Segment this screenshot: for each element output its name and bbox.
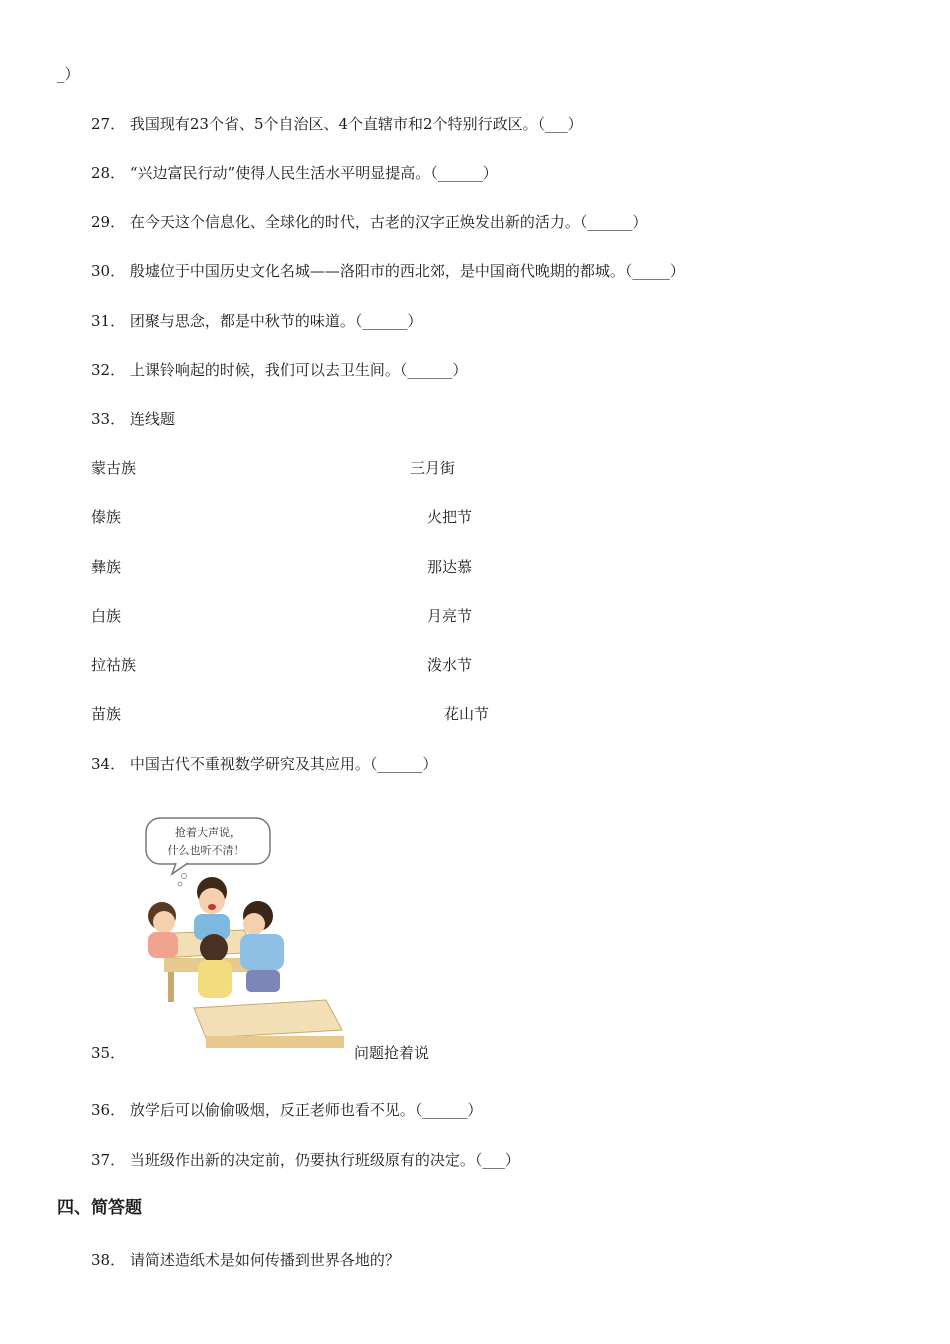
- question-31: [91, 311, 422, 331]
- match-left-item: 拉祜族: [91, 656, 137, 674]
- question-number: 37．: [91, 1151, 126, 1169]
- girl-face: [153, 911, 175, 933]
- match-right-item: 火把节: [427, 508, 473, 526]
- boy-mouth: [208, 904, 216, 910]
- question-number: 28．: [91, 164, 126, 182]
- match-left-item: 傣族: [91, 508, 122, 526]
- question-number: 27．: [91, 115, 126, 133]
- girl-front-shirt: [198, 960, 232, 998]
- question-38: [91, 1250, 400, 1270]
- desk-front: [194, 1000, 342, 1038]
- thought-dot: [178, 882, 182, 886]
- question-number: 33．: [91, 410, 126, 428]
- question-text: 放学后可以偷偷吸烟，反正老师也看不见。（______）: [129, 1101, 483, 1119]
- desk-front-edge: [206, 1036, 344, 1048]
- question-number: 35．: [91, 1044, 126, 1062]
- question-text: “兴边富民行动”使得人民生活水平明显提高。（______）: [129, 164, 498, 182]
- classroom-illustration: [136, 812, 348, 1050]
- illustration-caption: 问题抢着说: [354, 1044, 430, 1062]
- boy-right-face: [243, 913, 265, 935]
- match-right-item: 那达慕: [427, 558, 473, 576]
- question-text: 团聚与思念，都是中秋节的味道。（______）: [129, 312, 423, 330]
- question-37: [91, 1150, 520, 1170]
- match-right-item: 三月街: [410, 459, 456, 477]
- speech-bubble: [146, 818, 270, 864]
- question-text: 当班级作出新的决定前，仍要执行班级原有的决定。（___）: [129, 1151, 520, 1169]
- previous-question-fragment: _）: [57, 65, 80, 83]
- match-right-item: 泼水节: [427, 656, 473, 674]
- match-left-item: 蒙古族: [91, 459, 137, 477]
- question-text: 上课铃响起的时候，我们可以去卫生间。（______）: [129, 361, 468, 379]
- question-29: [91, 212, 647, 232]
- question-number: 31．: [91, 312, 126, 330]
- question-text: 请简述造纸术是如何传播到世界各地的？: [129, 1251, 400, 1269]
- question-text: 在今天这个信息化、全球化的时代，古老的汉字正焕发出新的活力。（______）: [129, 213, 648, 231]
- question-text: 连线题: [129, 410, 175, 428]
- bubble-text-line2: 什么也听不清！: [167, 844, 245, 857]
- girl-front-hair: [200, 934, 228, 962]
- question-28: [91, 163, 498, 183]
- boy-right-pants: [246, 970, 280, 992]
- match-right-item: 月亮节: [427, 607, 473, 625]
- match-left-item: 彝族: [91, 558, 122, 576]
- question-text: 我国现有23个省、5个自治区、4个直辖市和2个特别行政区。（___）: [129, 115, 583, 133]
- desk-leg: [168, 972, 174, 1002]
- girl-shirt: [148, 932, 178, 958]
- match-left-item: 苗族: [91, 705, 122, 723]
- question-number: 38．: [91, 1251, 126, 1269]
- match-right-item: 花山节: [444, 705, 490, 723]
- question-text: 中国古代不重视数学研究及其应用。（______）: [129, 755, 438, 773]
- question-34: [91, 754, 437, 774]
- thought-dot: [182, 874, 187, 879]
- question-number: 34．: [91, 755, 126, 773]
- boy-face: [199, 888, 225, 914]
- question-number: 36．: [91, 1101, 126, 1119]
- question-text: 殷墟位于中国历史文化名城——洛阳市的西北郊，是中国商代晚期的都城。（_____）: [129, 262, 685, 280]
- bubble-text-line1: 抢着大声说，: [175, 826, 241, 839]
- question-33: [91, 409, 175, 429]
- question-number: 30．: [91, 262, 126, 280]
- question-27: [91, 114, 583, 134]
- question-number: 32．: [91, 361, 126, 379]
- match-left-item: 白族: [91, 607, 122, 625]
- question-number: 29．: [91, 213, 126, 231]
- section-heading: 四、简答题: [57, 1198, 142, 1218]
- question-36: [91, 1100, 482, 1120]
- question-35: [91, 1043, 125, 1063]
- question-30: [91, 261, 685, 281]
- question-32: [91, 360, 467, 380]
- boy-right-shirt: [240, 934, 284, 970]
